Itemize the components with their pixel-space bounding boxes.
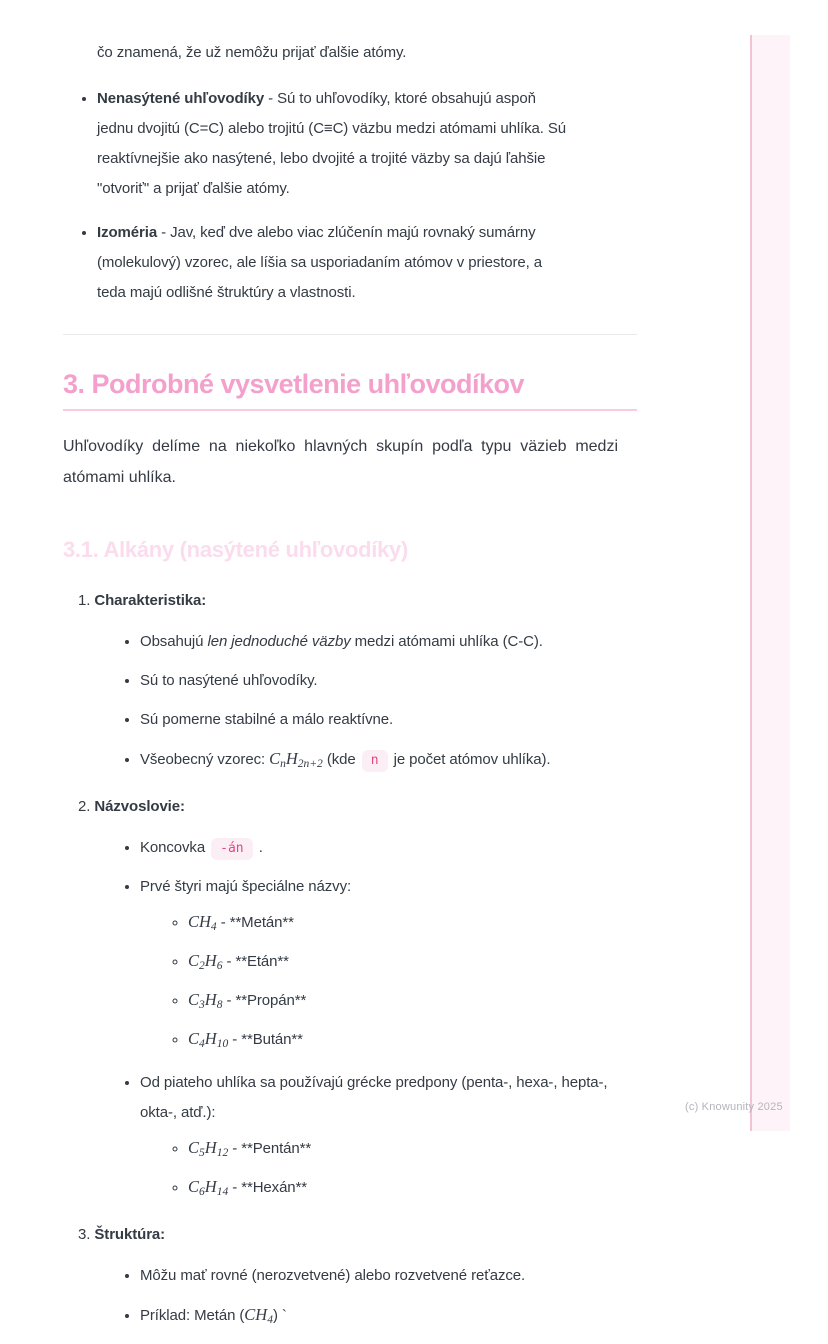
heading-underline xyxy=(63,409,637,411)
section-divider xyxy=(63,334,637,335)
formula-part: H xyxy=(204,990,217,1009)
numbered-item-row xyxy=(78,587,637,615)
bullet-text: Od piateho uhlíka sa používajú grécke predpony (penta-, hexa-, hepta-, okta-, atď.): xyxy=(140,1074,608,1121)
chem-formula xyxy=(188,1138,228,1157)
chem-formula xyxy=(188,951,222,970)
alkane-name: - **Pentán** xyxy=(228,1140,312,1157)
bullet-item xyxy=(140,705,637,735)
formula-sub: 6 xyxy=(216,960,223,972)
document-content xyxy=(63,30,637,1344)
alkane-item xyxy=(188,946,637,981)
numbered-list xyxy=(63,587,637,1335)
inline-code-badge: n xyxy=(362,750,388,772)
definition-dash: - xyxy=(157,224,171,241)
bullet-item xyxy=(140,1300,637,1335)
chem-formula xyxy=(244,1305,273,1324)
numbered-item-nazvoslovie xyxy=(63,793,637,1207)
formula-part: C xyxy=(188,1029,200,1048)
definition-term: Izoméria xyxy=(97,224,158,241)
numbered-item-row xyxy=(78,793,637,821)
alkane-name: - **Bután** xyxy=(228,1031,303,1048)
intro-paragraph: Uhľovodíky delíme na niekoľko hlavných skupín podľa typu väzieb medzi atómami uhlíka. xyxy=(63,438,618,486)
formula-sub: 2n+2 xyxy=(297,758,323,770)
bullet-item xyxy=(140,1068,637,1207)
alkane-item xyxy=(188,1024,637,1059)
item-number: 2. xyxy=(78,798,91,815)
alkane-item xyxy=(188,1172,637,1207)
formula-part: H xyxy=(204,1177,217,1196)
alkane-name: - **Hexán** xyxy=(228,1179,308,1196)
bullet-text: Všeobecný vzorec: xyxy=(140,751,270,768)
bullet-text: Obsahujú xyxy=(140,633,208,650)
formula-sub: 6 xyxy=(199,1186,205,1198)
bullet-list xyxy=(63,833,637,1207)
formula-part: H xyxy=(285,749,298,768)
formula-sub: 4 xyxy=(199,1038,205,1050)
bullet-text: Prvé štyri majú špeciálne názvy: xyxy=(140,878,352,895)
subsection-heading: 3.1. Alkány (nasýtené uhľovodíky) xyxy=(63,537,408,562)
chem-formula xyxy=(188,990,222,1009)
definitions-list xyxy=(63,84,568,308)
formula-sub: 14 xyxy=(216,1186,229,1198)
formula-sub: 2 xyxy=(199,960,205,972)
item-label: Štruktúra: xyxy=(94,1226,166,1243)
bullet-text: Sú to nasýtené uhľovodíky. xyxy=(140,672,318,689)
bullet-text: medzi atómami uhlíka (C-C). xyxy=(350,633,543,650)
bullet-item xyxy=(140,744,637,779)
item-number: 1. xyxy=(78,592,91,609)
formula-part: H xyxy=(204,1029,217,1048)
bullet-text: Môžu mať rovné (nerozvetvené) alebo rozvetvené reťazce. xyxy=(140,1267,526,1284)
formula-sub: n xyxy=(280,758,286,770)
formula-sub: 12 xyxy=(216,1147,229,1159)
right-margin-strip xyxy=(750,35,790,1131)
formula-part: H xyxy=(204,1138,217,1157)
formula-part: C xyxy=(188,1177,200,1196)
footer-copyright: (c) Knowunity 2025 xyxy=(685,1101,783,1113)
bullet-text: . xyxy=(254,839,263,856)
numbered-item-row xyxy=(78,1221,637,1249)
definition-dash: - xyxy=(264,90,278,107)
section-heading: 3. Podrobné vysvetlenie uhľovodíkov xyxy=(63,369,525,399)
alkane-list xyxy=(140,907,637,1059)
bullet-item xyxy=(140,1261,637,1291)
definition-item-izomeria xyxy=(97,218,568,308)
formula-part: C xyxy=(188,990,200,1009)
definition-item-nenasytene xyxy=(97,84,568,204)
alkane-item xyxy=(188,907,637,942)
chem-formula xyxy=(188,1029,228,1048)
formula-part: CH xyxy=(188,912,211,931)
chem-formula xyxy=(269,749,323,768)
formula-part: H xyxy=(204,951,217,970)
formula-sub: 5 xyxy=(199,1147,205,1159)
alkane-item xyxy=(188,985,637,1020)
item-label: Charakteristika: xyxy=(94,592,207,609)
bullet-text: je počet atómov uhlíka). xyxy=(389,751,551,768)
bullet-list xyxy=(63,1261,637,1335)
bullet-item xyxy=(140,833,637,863)
bullet-text: Koncovka xyxy=(140,839,210,856)
bullet-item xyxy=(140,627,637,657)
definition-text: Sú to uhľovodíky, ktoré obsahujú aspoň jednu dvojitú (C=C) alebo trojitú (C≡C) väzbu medzi atómami uhlíka. Sú reaktívnejšie ako nasýtené, lebo dvojité a trojité väzby sa dajú ľahšie "otvoriť" a prijať ďalšie atómy. xyxy=(97,90,567,197)
formula-sub: 4 xyxy=(210,921,217,933)
alkane-item xyxy=(188,1133,637,1168)
item-label: Názvoslovie: xyxy=(94,798,185,815)
formula-sub: 4 xyxy=(267,1314,273,1326)
bullet-text: ) ` xyxy=(272,1307,287,1324)
formula-part: C xyxy=(188,951,200,970)
bullet-text-italic: len jednoduché väzby xyxy=(207,633,351,650)
formula-sub: 8 xyxy=(216,999,223,1011)
item-number: 3. xyxy=(78,1226,91,1243)
formula-part: CH xyxy=(244,1305,268,1324)
numbered-item-struktura xyxy=(63,1221,637,1335)
definition-text: Jav, keď dve alebo viac zlúčenín majú rovnaký sumárny (molekulový) vzorec, ale líšia sa usporiadaním atómov v priestore, a teda majú odlišné štruktúry a vlastnosti. xyxy=(97,224,543,301)
chem-formula xyxy=(188,1177,228,1196)
numbered-item-charakteristika xyxy=(63,587,637,779)
formula-sub: 10 xyxy=(216,1038,229,1050)
alkane-name: - **Etán** xyxy=(222,953,289,970)
bullet-list xyxy=(63,627,637,779)
formula-sub: 3 xyxy=(199,999,205,1011)
bullet-text: Sú pomerne stabilné a málo reaktívne. xyxy=(140,711,394,728)
formula-part: C xyxy=(269,749,281,768)
formula-part: C xyxy=(188,1138,200,1157)
alkane-list xyxy=(140,1133,637,1207)
bullet-item xyxy=(140,872,637,1059)
bullet-text: Príklad: Metán ( xyxy=(140,1307,245,1324)
bullet-item xyxy=(140,666,637,696)
bullet-text: (kde xyxy=(322,751,360,768)
alkane-name: - **Propán** xyxy=(222,992,307,1009)
paragraph-continuation: čo znamená, že už nemôžu prijať ďalšie atómy. xyxy=(97,44,407,61)
chem-formula xyxy=(188,912,217,931)
inline-code-badge: -án xyxy=(211,838,252,860)
definition-term: Nenasýtené uhľovodíky xyxy=(97,90,265,107)
alkane-name: - **Metán** xyxy=(216,914,294,931)
